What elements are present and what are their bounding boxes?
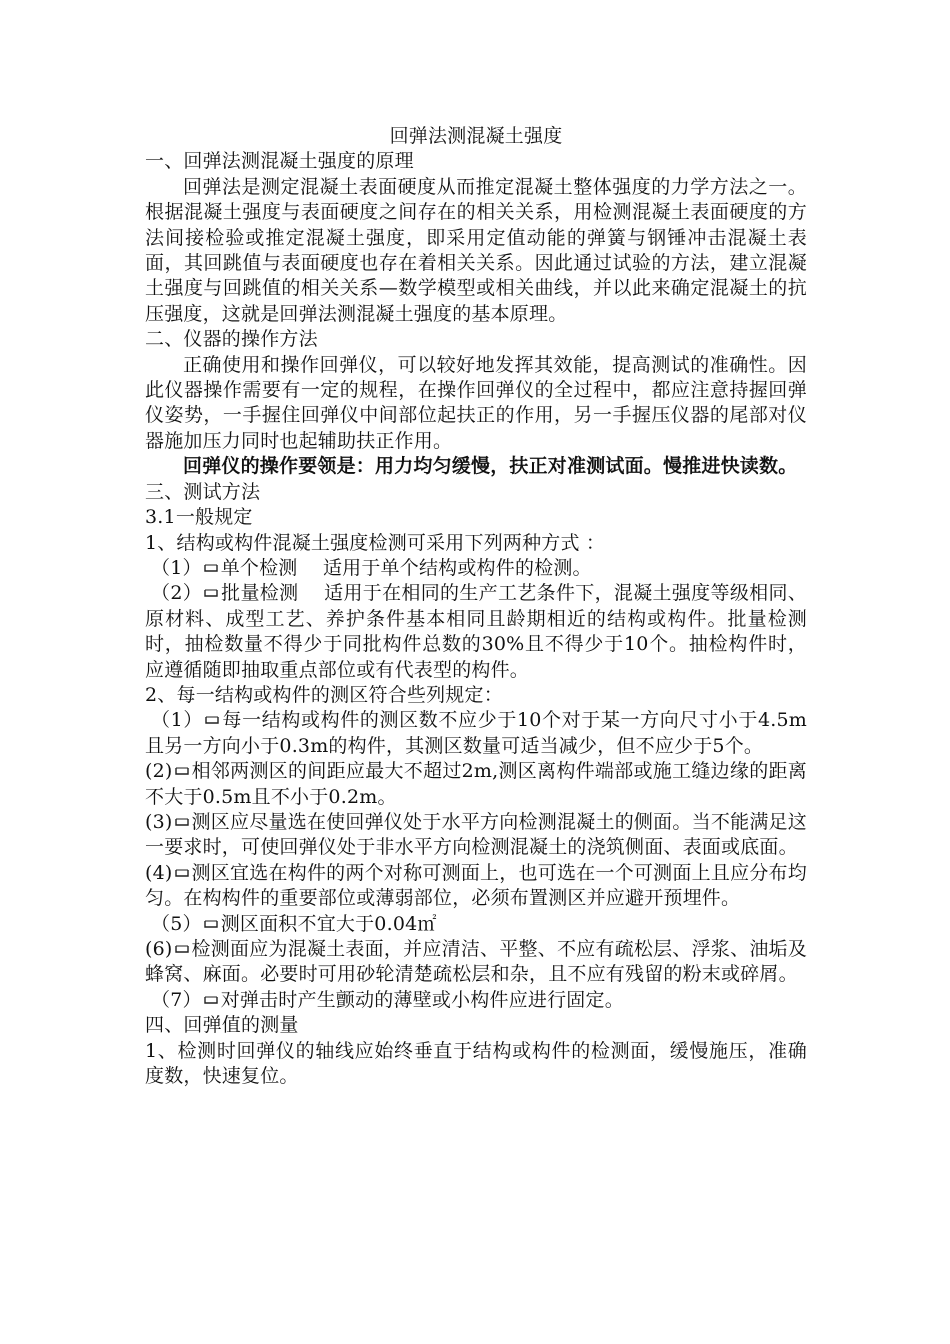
list-item-text: 测区面积不宜大于0.04㎡ <box>220 912 437 935</box>
rule-1: 1、结构或构件混凝土强度检测可采用下列两种方式 ： <box>145 531 606 554</box>
list-item-number: (6) <box>145 938 173 960</box>
bracket-symbol-icon <box>204 996 218 1004</box>
bracket-symbol-icon <box>205 716 219 724</box>
list-item <box>145 912 807 937</box>
list-item-number: （7） <box>151 988 202 1011</box>
list-item-text: 批量检测 适用于在相同的生产工艺条件下，混凝土强度等级相同、原材料、成型工艺、养护条件基本相同且龄期相近的结构或构件。批量检测时，抽检数量不得少于同批构件总数的30%且不得少于10个。抽检构件时，应遵循随即抽取重点部位或有代表型的构件。 <box>145 582 807 681</box>
list-item-text: 相邻两测区的间距应最大不超过2m,测区离构件端部或施工缝边缘的距离不大于0.5m且不小于0.2m。 <box>145 760 807 808</box>
list-item <box>145 810 807 861</box>
list-item-text: 检测面应为混凝土表面，并应清洁、平整、不应有疏松层、浮浆、油垢及蜂窝、麻面。必要时可用砂轮清楚疏松层和杂，且不应有残留的粉末或碎屑。 <box>145 938 807 986</box>
list-item-number: （1） <box>151 556 202 579</box>
operation-key-points: 回弹仪的操作要领是：用力均匀缓慢，扶正对准测试面。慢推进快读数。 <box>183 455 798 478</box>
list-item-number: (2) <box>145 760 173 783</box>
list-item <box>145 988 807 1013</box>
rule-2-list <box>145 708 807 1013</box>
list-item-text: 测区宜选在构件的两个对称可测面上，也可选在一个可测面上且应分布均匀。在构构件的重要部位或薄弱部位，必须布置测区并应避开预埋件。 <box>145 861 807 910</box>
section-4-item-1: 1、检测时回弹仪的轴线应始终垂直于结构或构件的检测面，缓慢施压，准确度数，快速复位。 <box>145 1039 807 1088</box>
rule-1-list <box>145 556 807 683</box>
list-item-number: (3) <box>145 810 173 833</box>
document-title: 回弹法测混凝土强度 <box>389 125 563 147</box>
list-item-number: （1） <box>151 709 203 732</box>
list-item <box>145 861 807 912</box>
section-3-subheading: 3.1一般规定 <box>145 506 253 529</box>
list-item <box>145 581 807 683</box>
section-1-heading: 一、回弹法测混凝土强度的原理 <box>145 150 414 173</box>
bracket-symbol-icon <box>204 920 218 928</box>
list-item-text: 对弹击时产生颤动的薄壁或小构件应进行固定。 <box>220 988 624 1011</box>
bracket-symbol-icon <box>175 767 189 775</box>
section-2-heading: 二、仪器的操作方法 <box>145 328 318 351</box>
list-item <box>145 708 807 759</box>
list-item-number: （2） <box>151 582 203 605</box>
bracket-symbol-icon <box>175 945 189 953</box>
list-item-number: （5） <box>151 912 202 935</box>
document-page <box>145 124 807 1089</box>
section-3-heading: 三、测试方法 <box>145 480 261 503</box>
list-item-number: (4) <box>145 861 173 884</box>
list-item <box>145 556 807 581</box>
list-item-text: 每一结构或构件的测区数不应少于10个对于某一方向尺寸小于4.5m且另一方向小于0.3m的构件，其测区数量可适当减少，但不应少于5个。 <box>145 709 807 757</box>
bracket-symbol-icon <box>204 564 218 572</box>
section-2-paragraph: 正确使用和操作回弹仪，可以较好地发挥其效能，提高测试的准确性。因此仪器操作需要有一定的规程，在操作回弹仪的全过程中，都应注意持握回弹仪姿势，一手握住回弹仪中间部位起扶正的作用，另一手握压仪器的尾部对仪器施加压力同时也起辅助扶正作用。 <box>145 353 807 452</box>
section-1-paragraph: 回弹法是测定混凝土表面硬度从而推定混凝土整体强度的力学方法之一。根据混凝土强度与表面硬度之间存在的相关关系，用检测混凝土表面硬度的方法间接检验或推定混凝土强度，即采用定值动能的弹簧与钢锤冲击混凝土表面，其回跳值与表面硬度也存在着相关关系。因此通过试验的方法，建立混凝土强度与回跳值的相关关系—数学模型或相关曲线，并以此来确定混凝土的抗压强度，这就是回弹法测混凝土强度的基本原理。 <box>145 175 807 325</box>
section-4-heading: 四、回弹值的测量 <box>145 1014 299 1037</box>
bracket-symbol-icon <box>175 869 189 877</box>
list-item-text: 测区应尽量选在使回弹仪处于水平方向检测混凝土的侧面。当不能满足这一要求时，可使回弹仪处于非水平方向检测混凝土的浇筑侧面、表面或底面。 <box>145 810 807 859</box>
list-item-text: 单个检测 适用于单个结构或构件的检测。 <box>220 556 592 579</box>
rule-2: 2、每一结构或构件的测区符合些列规定： <box>145 683 503 706</box>
list-item <box>145 759 807 810</box>
list-item <box>145 937 807 988</box>
bracket-symbol-icon <box>175 818 189 826</box>
bracket-symbol-icon <box>204 589 218 597</box>
